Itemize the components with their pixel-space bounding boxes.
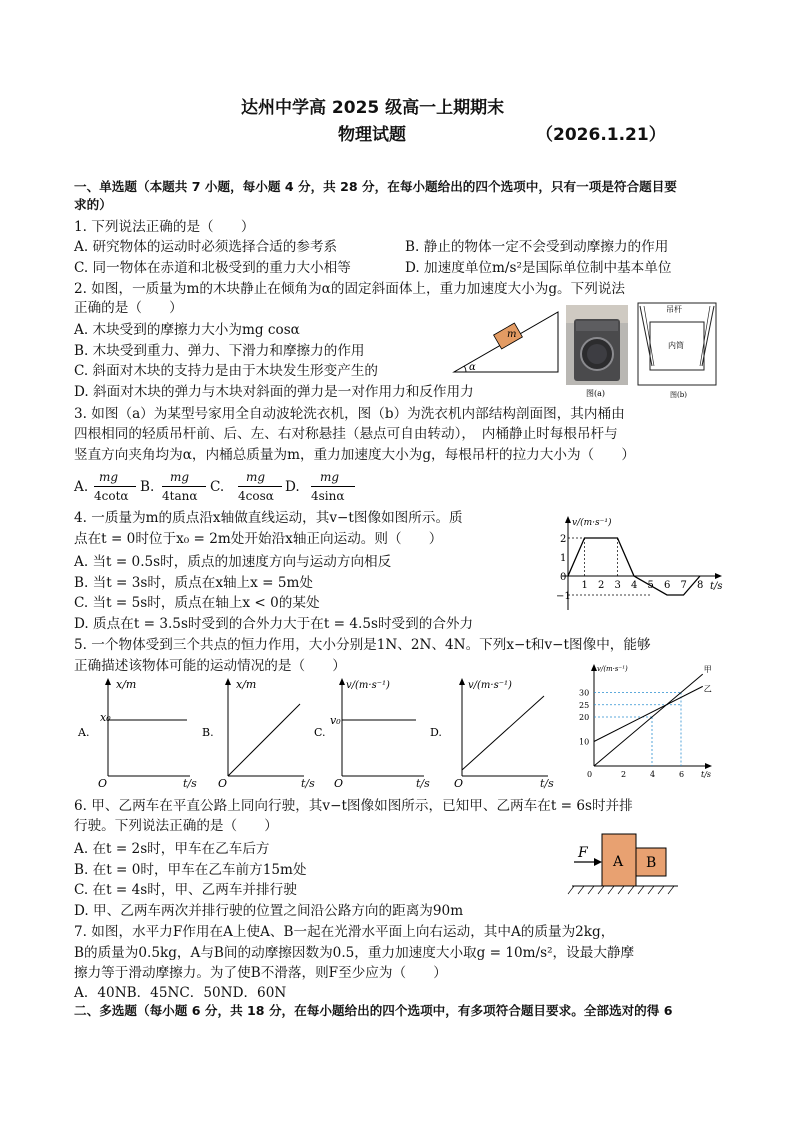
option-d-label: D. (285, 479, 300, 495)
graph-b-line (228, 704, 300, 776)
y-tick-label: 2 (560, 534, 567, 545)
option-a: A. 研究物体的运动时必须选择合适的参考系 (74, 239, 338, 255)
x-axis-label: t/s (701, 770, 712, 779)
option-a: A. 在t = 2s时，甲车在乙车后方 (74, 841, 270, 857)
graph-d-origin: O (454, 777, 464, 788)
page-title: 达州中学高 2025 级高一上期期末 (241, 98, 505, 118)
question-stem-cont: 擦力等于滑动摩擦力。为了使B不滑落，则F至少应为（ ） (74, 965, 447, 981)
figure-caption-a: 图(a) (586, 389, 606, 398)
x-tick-label: 2 (621, 770, 627, 779)
option-d: D. 质点在t = 3.5s时受到的合外力大于在t = 4.5s时受到的合外力 (74, 616, 474, 632)
option-a-den: 4cotα (94, 489, 129, 503)
y-axis-arrow (565, 516, 571, 523)
tub-label: 内筒 (668, 341, 684, 350)
x-tick-label: 0 (587, 770, 593, 779)
graph-a-label: A. (78, 726, 90, 739)
option-b: B. 静止的物体一定不会受到动摩擦力的作用 (405, 239, 669, 255)
graph-d-xlabel: t/s (540, 777, 554, 790)
y-tick-label: 20 (579, 713, 590, 722)
series-label-2: 乙 (703, 684, 712, 694)
series-line-1 (594, 674, 703, 766)
option-c: C. 在t = 4s时，甲、乙两车并排行驶 (74, 882, 297, 898)
x-tick-label: 5 (647, 580, 654, 591)
section-heading: 一、单选题（本题共 7 小题，每小题 4 分，共 28 分，在每小题给出的四个选项中，只有一项是符合题目要 (74, 179, 677, 194)
question-stem: 6. 甲、乙两车在平直公路上同向行驶，其v−t图像如图所示，已知甲、乙两车在t = 6s时并排 (74, 798, 633, 814)
q4-vt-chart (550, 514, 730, 614)
option-d-num: mg (320, 470, 340, 484)
block-a-label: A (613, 854, 624, 870)
fraction-options (74, 466, 364, 506)
section-heading: 二、多选题（每小题 6 分，共 18 分，在每小题给出的四个选项中，有多项符合题目要求。全部选对的得 6 (74, 1003, 673, 1018)
x-tick-label: 1 (581, 580, 588, 591)
washer-structure-diagram (634, 300, 720, 400)
option-c-label: C. (210, 479, 225, 495)
option-c: C. 当t = 5s时，质点在轴上x < 0的某处 (74, 595, 320, 611)
option-d: D. 斜面对木块的弹力与木块对斜面的弹力是一对作用力和反作用力 (74, 384, 474, 400)
question-stem: 3. 如图（a）为某型号家用全自动波轮洗衣机，图（b）为洗衣机内部结构剖面图，其内桶由 (74, 406, 625, 422)
graph-b (196, 676, 308, 788)
series-line-2 (594, 686, 703, 741)
graph-a-origin: O (98, 777, 108, 788)
graph-b-label: B. (202, 726, 214, 739)
x-tick-label: 6 (679, 770, 685, 779)
question-stem: 7. 如图，水平力F作用在A上使A、B一起在光滑水平面上向右运动，其中A的质量为2kg， (74, 924, 615, 940)
graph-a-xlabel: t/s (183, 777, 197, 790)
option-d-den: 4sinα (311, 489, 345, 503)
question-stem: 4. 一质量为m的质点沿x轴做直线运动，其v−t图像如图所示。质 (74, 510, 463, 526)
option-a: A. 木块受到的摩擦力大小为mg cosα (74, 322, 300, 338)
question-stem-cont: 四根相同的轻质吊杆前、后、左、右对称悬挂（悬点可自由转动）， 内桶静止时每根吊杆与 (74, 426, 618, 442)
blocks-figure (566, 826, 684, 898)
option-c: C. 斜面对木块的支持力是由于木块发生形变产生的 (74, 363, 379, 379)
y-tick-label: 1 (560, 553, 567, 564)
question-stem-cont: 正确描述该物体可能的运动情况的是（ ） (74, 658, 346, 674)
force-label: F (578, 845, 588, 861)
option-b: B. 木块受到重力、弹力、下滑力和摩擦力的作用 (74, 343, 365, 359)
question-stem-cont: B的质量为0.5kg，A与B间的动摩擦因数为0.5，重力加速度大小取g = 10m/s²，设最大静摩 (74, 945, 635, 961)
y-tick-label: 0 (560, 572, 567, 583)
options-line: A．40NB．45NC．50ND．60N (74, 985, 287, 1001)
question-stem: 1. 下列说法正确的是（ ） (74, 219, 255, 235)
option-b: B. 当t = 3s时，质点在x轴上x = 5m处 (74, 575, 313, 591)
y-axis-label: v/(m·s⁻¹) (572, 518, 612, 528)
x-tick-label: 7 (680, 580, 687, 591)
question-stem-cont: 行驶。下列说法正确的是（ ） (74, 818, 278, 834)
series-label-1: 甲 (703, 665, 712, 675)
graph-c-origin: O (334, 777, 344, 788)
y-tick-label: 10 (579, 737, 590, 747)
y-tick-label: 25 (579, 700, 590, 710)
x-tick-label: 2 (598, 580, 605, 591)
graph-d-ylabel: v/(m·s⁻¹) (468, 680, 512, 691)
graph-c-ylabel: v/(m·s⁻¹) (346, 680, 390, 691)
x-tick-label: 3 (614, 580, 621, 591)
x-tick-label: 8 (697, 580, 704, 591)
angle-label: α (469, 362, 476, 373)
subject-title: 物理试题 (338, 125, 406, 145)
graph-a-y0: x₀ (100, 711, 111, 724)
section-heading-cont: 求的） (74, 197, 112, 212)
option-d: D. 甲、乙两车两次并排行驶的位置之间沿公路方向的距离为90m (74, 903, 464, 919)
washing-machine-photo (566, 305, 628, 399)
question-stem: 5. 一个物体受到三个共点的恒力作用，大小分别是1N、2N、4N。下列x−t和v−t图像中，能够 (74, 637, 651, 653)
option-b-den: 4tanα (162, 489, 198, 503)
graph-c-xlabel: t/s (416, 777, 430, 790)
q6-vt-chart (568, 662, 718, 780)
graph-b-xlabel: t/s (301, 777, 315, 790)
question-stem: 2. 如图，一质量为m的木块静止在倾角为α的固定斜面体上，重力加速度大小为g。下列说法 (74, 281, 626, 297)
option-a-num: mg (99, 470, 119, 484)
question-stem-cont: 点在t = 0时位于x₀ = 2m处开始沿x轴正向运动。则（ ） (74, 531, 443, 547)
graph-d (426, 676, 554, 788)
y-tick-label: 30 (579, 688, 590, 698)
figure-caption-b: 图(b) (670, 391, 687, 399)
x-tick-label: 4 (650, 770, 656, 779)
question-stem-cont: 竖直方向夹角均为α，内桶总质量为m，重力加速度大小为g，每根吊杆的拉力大小为（ ） (74, 447, 635, 463)
graph-a (70, 676, 192, 788)
option-c-num: mg (246, 470, 266, 484)
option-b: B. 在t = 0时，甲车在乙车前方15m处 (74, 862, 307, 878)
graph-a-ylabel: x/m (116, 678, 137, 691)
graph-b-ylabel: x/m (236, 678, 257, 691)
option-b-label: B. (140, 479, 155, 495)
x-axis-arrow (715, 573, 722, 579)
block-b-label: B (646, 855, 657, 871)
y-axis-label: v/(m·s⁻¹) (597, 665, 628, 673)
graph-d-label: D. (430, 726, 442, 739)
option-a: A. 当t = 0.5s时，质点的加速度方向与运动方向相反 (74, 554, 392, 570)
rod-label: 吊杆 (666, 305, 682, 314)
option-b-num: mg (170, 470, 190, 484)
y-tick-label: −1 (556, 591, 571, 602)
x-axis-label: t/s (710, 581, 723, 592)
exam-date: （2026.1.21） (536, 125, 666, 145)
option-d: D. 加速度单位m/s²是国际单位制中基本单位 (405, 260, 672, 276)
graph-d-line (462, 696, 544, 770)
x-tick-label: 6 (664, 580, 671, 591)
question-stem-cont: 正确的是（ ） (74, 300, 183, 316)
graph-c-label: C. (314, 726, 326, 739)
graph-c (312, 676, 430, 788)
option-c-den: 4cosα (238, 489, 274, 503)
x-axis-arrow (705, 763, 712, 769)
x-tick-label: 4 (631, 580, 638, 591)
graph-b-origin: O (218, 777, 228, 788)
incline-figure (452, 306, 562, 374)
graph-c-y0: v₀ (330, 714, 341, 727)
option-c: C. 同一物体在赤道和北极受到的重力大小相等 (74, 260, 351, 276)
option-a-label: A. (74, 479, 89, 495)
block-label: m (507, 329, 517, 340)
